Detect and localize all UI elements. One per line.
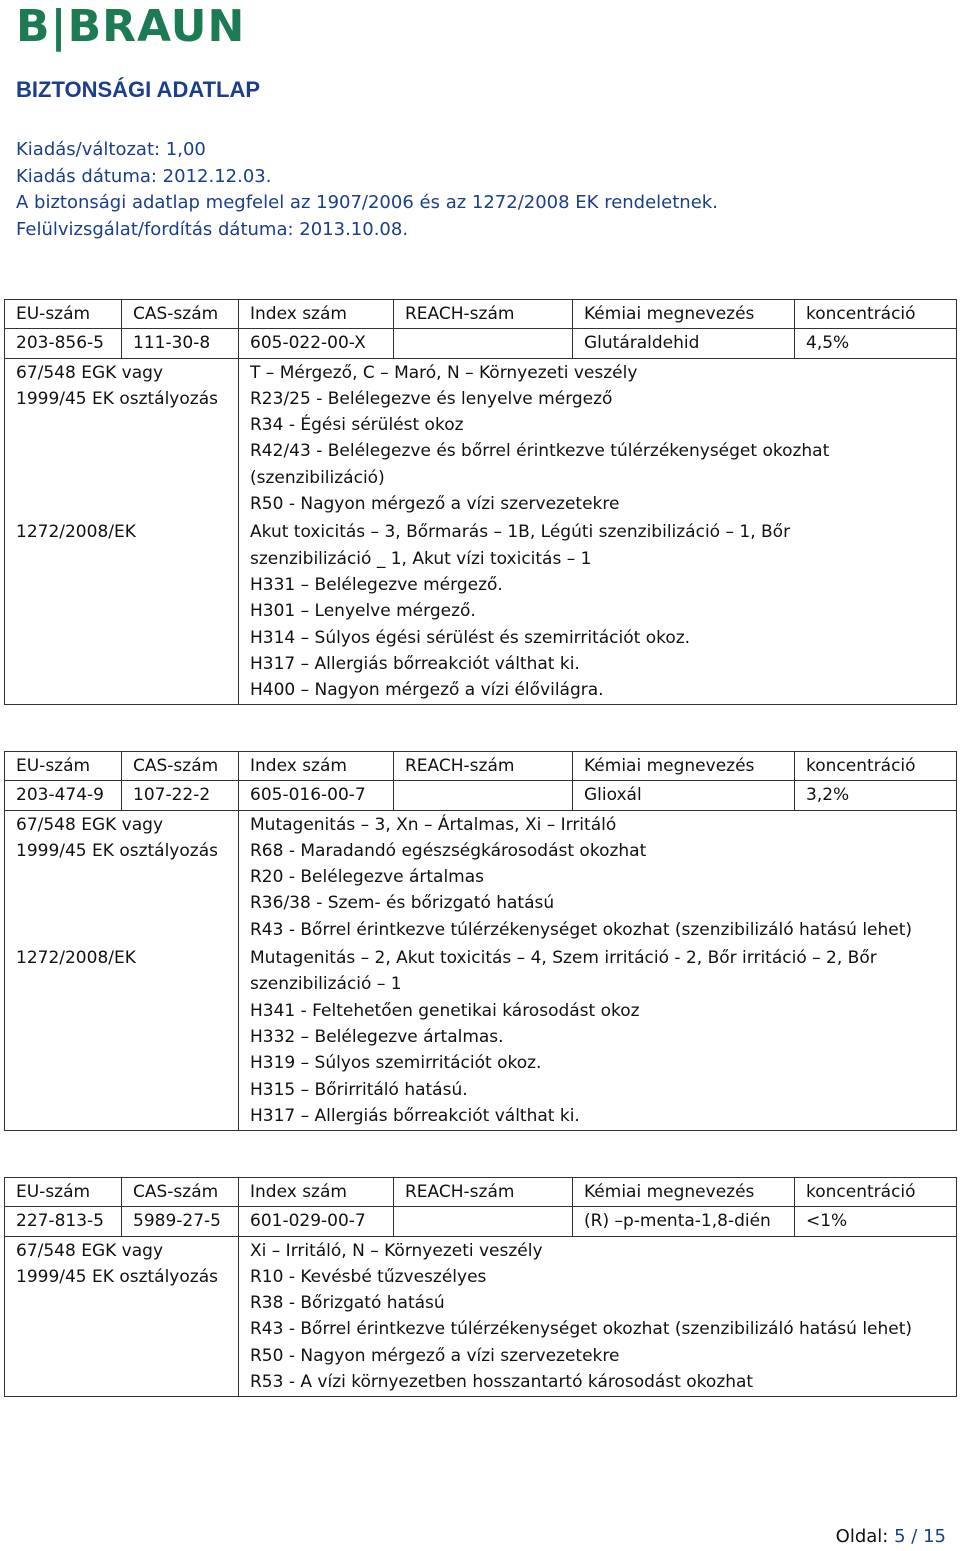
index-number: 605-022-00-X: [239, 329, 394, 358]
page-label: Oldal:: [835, 1526, 889, 1547]
document-title: BIZTONSÁGI ADATLAP: [16, 77, 261, 102]
header-reach: REACH-szám: [394, 752, 573, 781]
header-index: Index szám: [239, 752, 394, 781]
table-row: [5, 329, 957, 358]
clp-label: 1272/2008/EK: [5, 518, 239, 705]
table-row: [5, 781, 957, 810]
cas-number: 5989-27-5: [122, 1207, 239, 1236]
header-chemical-name: Kémiai megnevezés: [573, 300, 795, 329]
review-date-line: Felülvizsgálat/fordítás dátuma: 2013.10.08.: [16, 218, 409, 240]
concentration: 3,2%: [795, 781, 957, 810]
eu-number: 203-856-5: [5, 329, 122, 358]
directive-classification-row: [5, 358, 957, 518]
directive-classification-row: [5, 810, 957, 944]
eu-number: 227-813-5: [5, 1207, 122, 1236]
clp-classification: Mutagenitás – 2, Akut toxicitás – 4, Szem irritáció - 2, Bőr irritáció – 2, Bőr szenzibilizáció – 1 H341 - Feltehetően genetikai károsodást okoz H332 – Belélegezve ártalmas. H319 – Súlyos szemirritációt okoz. H315 – Bőrirritáló hatású. H317 – Allergiás bőrreakciót válthat ki.: [239, 944, 957, 1131]
eu-number: 203-474-9: [5, 781, 122, 810]
substance-table-glutaraldehyde: [4, 299, 957, 705]
concentration: <1%: [795, 1207, 957, 1236]
header-cas: CAS-szám: [122, 752, 239, 781]
substance-table-glyoxal: [4, 751, 957, 1131]
issue-date-line: Kiadás dátuma: 2012.12.03.: [16, 165, 272, 187]
header-index: Index szám: [239, 1178, 394, 1207]
index-number: 605-016-00-7: [239, 781, 394, 810]
header-chemical-name: Kémiai megnevezés: [573, 1178, 795, 1207]
header-cas: CAS-szám: [122, 1178, 239, 1207]
header-cas: CAS-szám: [122, 300, 239, 329]
cas-number: 111-30-8: [122, 329, 239, 358]
reach-number: [394, 1207, 573, 1236]
directive-label: 67/548 EGK vagy 1999/45 EK osztályozás: [5, 1236, 239, 1397]
header-eu: EU-szám: [5, 752, 122, 781]
substance-table-limonene: [4, 1177, 957, 1397]
chemical-name: Glutáraldehid: [573, 329, 795, 358]
header-concentration: koncentráció: [795, 1178, 957, 1207]
page-separator: /: [911, 1526, 918, 1547]
header-eu: EU-szám: [5, 300, 122, 329]
clp-label: 1272/2008/EK: [5, 944, 239, 1131]
document-meta: [16, 137, 718, 243]
table-header-row: [5, 300, 957, 329]
header-eu: EU-szám: [5, 1178, 122, 1207]
directive-label: 67/548 EGK vagy 1999/45 EK osztályozás: [5, 358, 239, 518]
header-reach: REACH-szám: [394, 300, 573, 329]
clp-classification-row: [5, 944, 957, 1131]
page-footer: [836, 1526, 946, 1547]
reach-number: [394, 781, 573, 810]
header-concentration: koncentráció: [795, 752, 957, 781]
page-total: 15: [923, 1526, 946, 1547]
header-index: Index szám: [239, 300, 394, 329]
cas-number: 107-22-2: [122, 781, 239, 810]
header-chemical-name: Kémiai megnevezés: [573, 752, 795, 781]
page-number: 5: [894, 1526, 906, 1547]
clp-classification-row: [5, 518, 957, 705]
table-row: [5, 1207, 957, 1236]
directive-classification: T – Mérgező, C – Maró, N – Környezeti veszély R23/25 - Belélegezve és lenyelve mérgező R34 - Égési sérülést okoz R42/43 - Belélegezve és bőrrel érintkezve túlérzékenységet okozhat (szenzibilizáció) R50 - Nagyon mérgező a vízi szervezetekre: [239, 358, 957, 518]
version-line: Kiadás/változat: 1,00: [16, 139, 206, 160]
header-concentration: koncentráció: [795, 300, 957, 329]
reach-number: [394, 329, 573, 358]
directive-classification-row: [5, 1236, 957, 1397]
index-number: 601-029-00-7: [239, 1207, 394, 1236]
directive-label: 67/548 EGK vagy 1999/45 EK osztályozás: [5, 810, 239, 944]
concentration: 4,5%: [795, 329, 957, 358]
directive-classification: Xi – Irritáló, N – Környezeti veszély R10 - Kevésbé tűzveszélyes R38 - Bőrizgató hatású R43 - Bőrrel érintkezve túlérzékenységet okozhat (szenzibilizáló hatású lehet) R50 - Nagyon mérgező a vízi szervezetekre R53 - A vízi környezetben hosszantartó károsodást okozhat: [239, 1236, 957, 1397]
chemical-name: Glioxál: [573, 781, 795, 810]
chemical-name: (R) –p-menta-1,8-dién: [573, 1207, 795, 1236]
braun-logo: B|BRAUN: [16, 1, 246, 52]
clp-classification: Akut toxicitás – 3, Bőrmarás – 1B, Légúti szenzibilizáció – 1, Bőr szenzibilizáció _ 1, Akut vízi toxicitás – 1 H331 – Belélegezve mérgező. H301 – Lenyelve mérgező. H314 – Súlyos égési sérülést és szemirritációt okoz. H317 – Allergiás bőrreakciót válthat ki. H400 – Nagyon mérgező a vízi élővilágra.: [239, 518, 957, 705]
table-header-row: [5, 1178, 957, 1207]
header-reach: REACH-szám: [394, 1178, 573, 1207]
directive-classification: Mutagenitás – 3, Xn – Ártalmas, Xi – Irritáló R68 - Maradandó egészségkárosodást okozhat R20 - Belélegezve ártalmas R36/38 - Szem- és bőrizgató hatású R43 - Bőrrel érintkezve túlérzékenységet okozhat (szenzibilizáló hatású lehet): [239, 810, 957, 944]
regulation-line: A biztonsági adatlap megfelel az 1907/2006 és az 1272/2008 EK rendeletnek.: [16, 192, 718, 213]
table-header-row: [5, 752, 957, 781]
